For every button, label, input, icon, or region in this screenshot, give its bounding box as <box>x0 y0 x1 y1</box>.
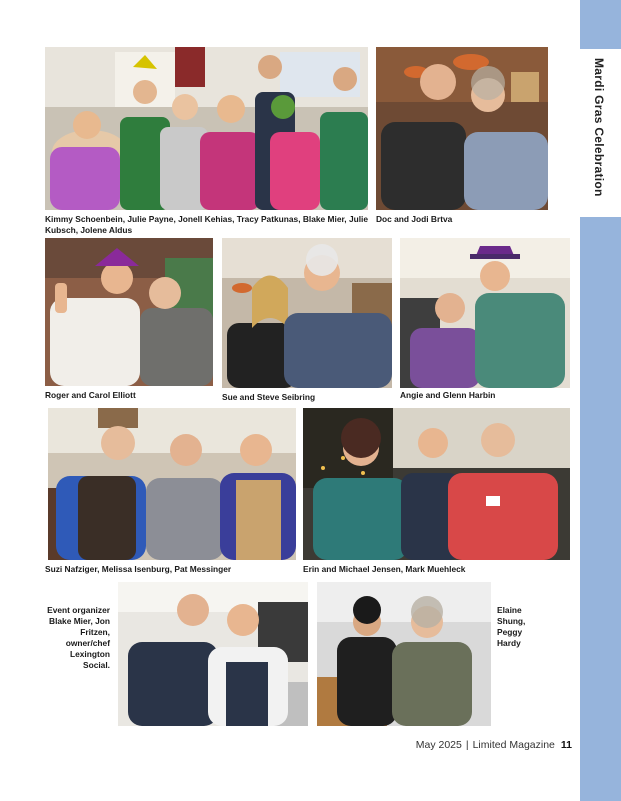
photo-elaine-peggy <box>317 582 491 726</box>
photo-three-women <box>48 408 296 560</box>
photo-erin-michael-mark <box>303 408 570 560</box>
caption-erin-michael-mark: Erin and Michael Jensen, Mark Muehleck <box>303 564 466 574</box>
caption-angie-glenn: Angie and Glenn Harbin <box>400 390 496 400</box>
caption-doc-jodi: Doc and Jodi Brtva <box>376 214 453 224</box>
caption-elaine-peggy: Elaine Shung, Peggy Hardy <box>497 605 526 648</box>
section-title: Mardi Gras Celebration <box>592 58 606 197</box>
photo-sue-steve <box>222 238 392 388</box>
photo-roger-carol <box>45 238 213 386</box>
page-number: 11 <box>560 739 572 751</box>
caption-sue-steve: Sue and Steve Seibring <box>222 392 316 402</box>
caption-event-organizer: Event organizer Blake Mier, Jon Fritzen, owner/chef Lexington Social. <box>47 605 110 670</box>
caption-roger-carol: Roger and Carol Elliott <box>45 390 136 400</box>
caption-group-seven: Kimmy Schoenbein, Julie Payne, Jonell Kehias, Tracy Patkunas, Blake Mier, Julie Kubsch, Jolene Aldus <box>45 214 369 235</box>
photo-blake-jon <box>118 582 308 726</box>
photo-group-seven <box>45 47 368 210</box>
footer-issue: May 2025 <box>415 739 462 751</box>
footer-separator: | <box>465 739 469 751</box>
photo-doc-jodi <box>376 47 548 210</box>
photo-angie-glenn <box>400 238 570 388</box>
page-footer <box>392 739 572 751</box>
caption-three-women: Suzi Nafziger, Melissa Isenburg, Pat Messinger <box>45 564 232 574</box>
footer-publication: Limited Magazine <box>472 739 555 751</box>
